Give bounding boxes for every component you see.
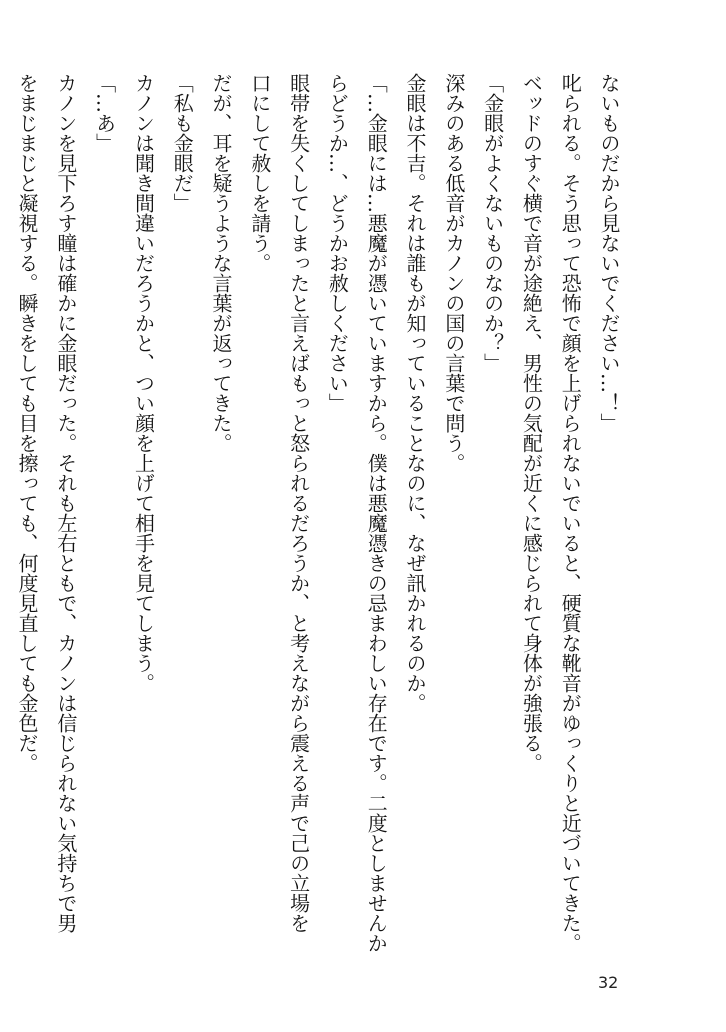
text-line: 深みのある低音がカノンの国の言葉で問う。: [441, 73, 466, 473]
text-line: らどうか…、どうかお赦しください」: [325, 73, 350, 413]
text-line: 「…金眼には…悪魔が憑いていますから。僕は悪魔憑きの忌まわしい存在です。二度としませんか: [364, 73, 389, 953]
text-line: カノンは聞き間違いだろうかと、つい顔を上げて相手を見てしまう。: [131, 73, 156, 693]
text-line: [0, 73, 7, 873]
vertical-text-body: [0, 73, 628, 953]
text-line: ベッドのすぐ横で音が途絶え、男性の気配が近くに感じられて身体が強張る。: [519, 73, 544, 773]
text-line: ないものだから見ないでください…！」: [597, 73, 621, 433]
text-line: をまじまじと凝視する。瞬きをしても目を擦っても、何度見直しても金色だ。: [15, 73, 40, 773]
text-line: 「…あ」: [92, 73, 117, 153]
text-line: カノンを見下ろす瞳は確かに金眼だった。それも左右ともで、カノンは信じられない気持ちで男: [53, 73, 78, 933]
text-line: 「金眼がよくないものなのか？」: [480, 73, 505, 373]
text-line: 叱られる。そう思って恐怖で顔を上げられないでいると、硬質な靴音がゆっくりと近づいてきた。: [558, 73, 583, 953]
text-line: 口にして赦しを請う。: [247, 73, 272, 273]
text-line: だが、耳を疑うような言葉が返ってきた。: [209, 73, 234, 453]
text-line: 「私も金眼だ」: [170, 73, 195, 213]
text-line: 金眼は不吉。それは誰もが知っていることなのに、なぜ訊かれるのか。: [403, 73, 428, 713]
text-line: 眼帯を失くしてしまったと言えばもっと怒られるだろうか、と考えながら震える声で己の立場を: [286, 73, 311, 933]
page-number: 32: [598, 973, 619, 992]
